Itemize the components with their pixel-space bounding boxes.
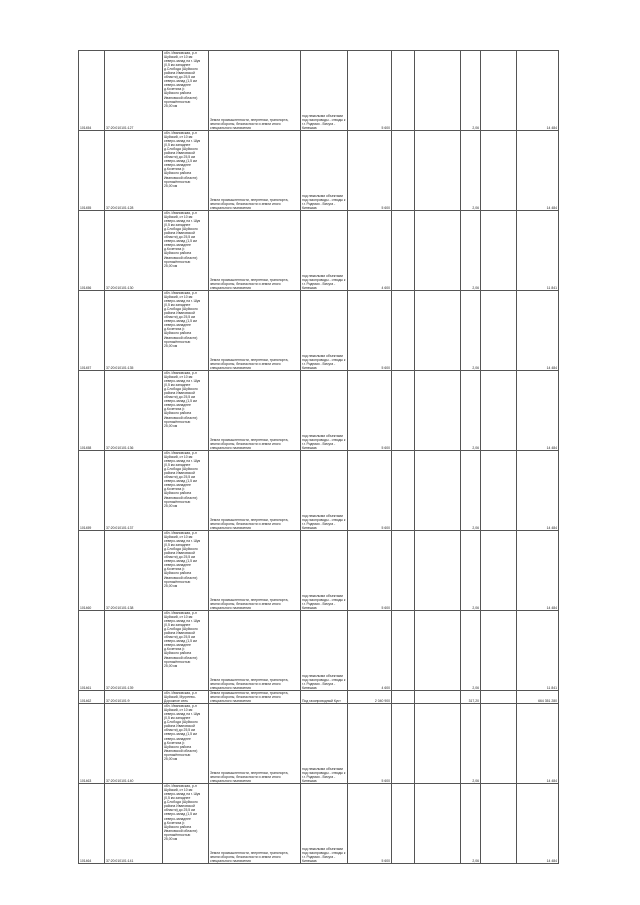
share-cell: 2,06: [461, 131, 481, 211]
address-line: Дорожное сель: [164, 699, 189, 704]
address-line: северо-западнее: [164, 816, 191, 821]
address-line: района Ивановской: [164, 471, 195, 476]
address-line: обл. Ивановская, р-н: [164, 51, 197, 55]
address-line: района Ивановской: [164, 71, 195, 76]
address-line: северо-запад (1,5 км: [164, 639, 197, 644]
address-line: обл. Ивановская, р-н: [164, 531, 197, 535]
empty-cell: [415, 611, 461, 691]
address-line: Шуйский, от 10 км: [164, 788, 193, 793]
share-cell: 2,06: [461, 51, 481, 131]
table-row: [79, 691, 559, 704]
address-line: северо-запад (1,5 км: [164, 159, 197, 164]
usage-cell: под нежилыми объектами под газопроводы - отводы к г.г. Родники - Вичуга - Кинешма: [301, 211, 348, 291]
address-line: района Ивановской: [164, 551, 195, 556]
empty-cell: [481, 131, 517, 211]
address-line: 25,00 км: [164, 756, 178, 761]
address-line: обл. Ивановская, р-н: [164, 784, 197, 789]
address-line: Ивановской области): [164, 828, 198, 833]
address-line: 25,00 км: [164, 183, 178, 188]
cadastral-number-cell: 37:20:010101:139: [105, 611, 163, 691]
address-line: 25,00 км: [164, 836, 178, 841]
empty-cell: [392, 131, 415, 211]
address-line: д.Кочетиха (г.: [164, 167, 186, 172]
address-line: района Ивановской: [164, 391, 195, 396]
total-cell: 14 484: [517, 704, 559, 784]
address-line: Шуйского района: [164, 491, 192, 496]
address-cell: [163, 211, 209, 291]
address-line: д.Слобода (Шуйского: [164, 67, 198, 72]
land-category-cell: Земли промышленности, энергетики, транспорта, земли обороны, безопасности и земли иного специального назначения: [209, 704, 301, 784]
empty-cell: [392, 51, 415, 131]
share-cell: 2,06: [461, 531, 481, 611]
cadastral-number-cell: 37:20:010101:130: [105, 211, 163, 291]
total-cell: 664 351 280: [517, 691, 559, 704]
land-category-cell: Земли промышленности, энергетики, транспорта, земли обороны, безопасности и земли иного специального назначения: [209, 451, 301, 531]
address-line: Шуйского района: [164, 171, 192, 176]
address-line: района Ивановской: [164, 151, 195, 156]
address-line: северо-запад (1,5 км: [164, 479, 197, 484]
address-line: д.Слобода (Шуйского: [164, 720, 198, 725]
area-cell: 2 040 900: [348, 691, 392, 704]
cadastral-number-cell: 37:20:010101:135: [105, 291, 163, 371]
address-line: (0,5 км западнее: [164, 543, 191, 548]
address-line: д.Кочетиха (г.: [164, 567, 186, 572]
cadastral-number-cell: 37:20:010101:138: [105, 531, 163, 611]
address-line: северо-запад (1,5 км: [164, 79, 197, 84]
area-cell: 5 600: [348, 784, 392, 864]
address-line: (0,5 км западнее: [164, 716, 191, 721]
area-cell: 5 600: [348, 451, 392, 531]
cadastral-number-cell: 37:20:010101:9: [105, 691, 163, 704]
address-line: (0,5 км западнее: [164, 463, 191, 468]
address-line: северо-западнее: [164, 163, 191, 168]
empty-cell: [392, 211, 415, 291]
address-cell: [163, 691, 209, 704]
address-line: 25,00 км: [164, 343, 178, 348]
address-line: области) до 25,5 км: [164, 75, 195, 80]
usage-cell: под нежилыми объектами под газопроводы - отводы к г.г. Родники - Вичуга - Кинешма: [301, 131, 348, 211]
address-line: северо-запад на г. Шуя: [164, 792, 201, 797]
empty-cell: [481, 211, 517, 291]
row-number-cell: 101455: [79, 131, 105, 211]
address-line: д.Кочетиха (г.: [164, 247, 186, 252]
address-line: обл. Ивановская, р-н: [164, 611, 197, 615]
empty-cell: [392, 291, 415, 371]
address-line: протяжённостью: [164, 832, 191, 837]
empty-cell: [415, 691, 461, 704]
land-plot-table: [78, 50, 559, 864]
table-row: [79, 291, 559, 371]
address-line: д.Слобода (Шуйского: [164, 307, 198, 312]
usage-cell: под нежилыми объектами под газопроводы - отводы к г.г. Родники - Вичуга - Кинешма: [301, 371, 348, 451]
empty-cell: [481, 691, 517, 704]
empty-cell: [415, 211, 461, 291]
address-line: д.Слобода (Шуйского: [164, 147, 198, 152]
cadastral-number-cell: 37:20:010101:137: [105, 451, 163, 531]
address-line: северо-запад на г. Шуя: [164, 379, 201, 384]
empty-cell: [481, 291, 517, 371]
address-line: Ивановской области): [164, 575, 198, 580]
usage-cell: под нежилыми объектами под газопроводы - отводы к г.г. Родники - Вичуга - Кинешма: [301, 611, 348, 691]
address-line: 25,00 км: [164, 503, 178, 508]
row-number-cell: 101459: [79, 451, 105, 531]
address-line: д.Кочетиха (г.: [164, 87, 186, 92]
address-cell: [163, 531, 209, 611]
address-line: д.Слобода (Шуйского: [164, 467, 198, 472]
address-line: Шуйский, от 10 км: [164, 55, 193, 60]
address-line: Шуйского района: [164, 571, 192, 576]
empty-cell: [392, 451, 415, 531]
address-line: области) до 25,5 км: [164, 808, 195, 813]
total-cell: 14 484: [517, 451, 559, 531]
address-line: Ивановской области): [164, 175, 198, 180]
address-line: протяжённостью: [164, 179, 191, 184]
address-cell: [163, 704, 209, 784]
address-line: северо-западнее: [164, 643, 191, 648]
total-cell: 14 484: [517, 371, 559, 451]
total-cell: 14 484: [517, 51, 559, 131]
address-line: Шуйского района: [164, 331, 192, 336]
address-line: д.Слобода (Шуйского: [164, 547, 198, 552]
usage-cell: под нежилыми объектами под газопроводы - отводы к г.г. Родники - Вичуга - Кинешма: [301, 531, 348, 611]
land-category-cell: Земли промышленности, энергетики, транспорта, земли обороны, безопасности и земли иного специального назначения: [209, 784, 301, 864]
address-line: района Ивановской: [164, 724, 195, 729]
row-number-cell: 101463: [79, 704, 105, 784]
land-category-cell: Земли промышленности, энергетики, транспорта, земли обороны, безопасности и земли иного специального назначения: [209, 531, 301, 611]
address-line: северо-запад (1,5 км: [164, 319, 197, 324]
land-category-cell: Земли промышленности, энергетики, транспорта, земли обороны, безопасности и земли иного специального назначения: [209, 131, 301, 211]
address-line: северо-запад (1,5 км: [164, 732, 197, 737]
address-line: северо-запад на г. Шуя: [164, 459, 201, 464]
address-line: протяжённостью: [164, 499, 191, 504]
empty-cell: [415, 704, 461, 784]
total-cell: 14 484: [517, 131, 559, 211]
address-line: д.Кочетиха (г.: [164, 407, 186, 412]
address-line: района Ивановской: [164, 804, 195, 809]
address-line: 25,00 км: [164, 583, 178, 588]
address-line: Шуйский, от 10 км: [164, 135, 193, 140]
address-line: 25,00 км: [164, 423, 178, 428]
address-line: области) до 25,5 км: [164, 155, 195, 160]
empty-cell: [392, 691, 415, 704]
address-line: д.Слобода (Шуйского: [164, 800, 198, 805]
usage-cell: под нежилыми объектами под газопроводы - отводы к г.г. Родники - Вичуга - Кинешма: [301, 51, 348, 131]
address-line: (0,5 км западнее: [164, 63, 191, 68]
address-line: северо-запад на г. Шуя: [164, 299, 201, 304]
cadastral-number-cell: 37:20:010101:128: [105, 131, 163, 211]
address-line: Ивановской области): [164, 335, 198, 340]
table-row: [79, 371, 559, 451]
address-line: (0,5 км западнее: [164, 383, 191, 388]
address-line: (0,5 км западнее: [164, 223, 191, 228]
share-cell: 2,06: [461, 451, 481, 531]
address-line: северо-запад (1,5 км: [164, 812, 197, 817]
address-line: д.Кочетиха (г.: [164, 487, 186, 492]
address-line: обл. Ивановская, р-н: [164, 371, 197, 375]
address-line: д.Слобода (Шуйского: [164, 627, 198, 632]
address-line: 25,00 км: [164, 263, 178, 268]
table-row: [79, 704, 559, 784]
land-category-cell: Земли промышленности, энергетики, транспорта, земли обороны, безопасности и земли иного специального назначения: [209, 611, 301, 691]
address-cell: [163, 371, 209, 451]
empty-cell: [481, 531, 517, 611]
area-cell: 5 600: [348, 704, 392, 784]
address-line: Шуйский, от 10 км: [164, 615, 193, 620]
total-cell: 14 484: [517, 291, 559, 371]
address-line: д.Кочетиха (г.: [164, 740, 186, 745]
empty-cell: [392, 704, 415, 784]
address-line: Шуйского района: [164, 251, 192, 256]
address-line: Ивановской области): [164, 415, 198, 420]
address-line: области) до 25,5 км: [164, 728, 195, 733]
address-line: протяжённостью: [164, 419, 191, 424]
land-category-cell: Земли промышленности, энергетики, транспорта, земли обороны, безопасности и земли иного специального назначения: [209, 51, 301, 131]
address-line: Ивановской области): [164, 748, 198, 753]
area-cell: 5 600: [348, 531, 392, 611]
address-line: Шуйский, от 10 км: [164, 295, 193, 300]
total-cell: 14 484: [517, 531, 559, 611]
address-line: северо-запад на г. Шуя: [164, 619, 201, 624]
address-line: 25,00 км: [164, 663, 178, 668]
address-cell: [163, 784, 209, 864]
address-line: северо-западнее: [164, 736, 191, 741]
address-line: северо-запад (1,5 км: [164, 559, 197, 564]
address-line: северо-западнее: [164, 323, 191, 328]
empty-cell: [415, 51, 461, 131]
address-line: северо-западнее: [164, 243, 191, 248]
row-number-cell: 101454: [79, 51, 105, 131]
row-number-cell: 101460: [79, 531, 105, 611]
row-number-cell: 101461: [79, 611, 105, 691]
area-cell: 5 600: [348, 371, 392, 451]
table-body: [79, 51, 559, 864]
address-line: Шуйский, от 10 км: [164, 375, 193, 380]
cadastral-number-cell: 37:20:010101:127: [105, 51, 163, 131]
address-line: д.Слобода (Шуйского: [164, 227, 198, 232]
address-line: северо-запад (1,5 км: [164, 239, 197, 244]
address-line: обл. Ивановская, р-н: [164, 291, 197, 295]
area-cell: 4 600: [348, 611, 392, 691]
address-line: обл. Ивановская, р-н: [164, 211, 197, 215]
address-line: Шуйского района: [164, 824, 192, 829]
address-line: Шуйского района: [164, 651, 192, 656]
empty-cell: [415, 784, 461, 864]
empty-cell: [415, 371, 461, 451]
address-cell: [163, 451, 209, 531]
address-line: Шуйского района: [164, 91, 192, 96]
area-cell: 5 600: [348, 291, 392, 371]
table-row: [79, 51, 559, 131]
land-category-cell: Земли промышленности, энергетики, транспорта, земли обороны, безопасности и земли иного специального назначения: [209, 371, 301, 451]
area-cell: 5 600: [348, 51, 392, 131]
table-row: [79, 531, 559, 611]
row-number-cell: 101458: [79, 371, 105, 451]
address-line: области) до 25,5 км: [164, 395, 195, 400]
address-line: Шуйский, Мугреево-: [164, 695, 196, 700]
address-line: Шуйский, от 10 км: [164, 215, 193, 220]
address-line: северо-запад на г. Шуя: [164, 139, 201, 144]
share-cell: 2,06: [461, 784, 481, 864]
total-cell: 11 841: [517, 611, 559, 691]
total-cell: 14 484: [517, 784, 559, 864]
land-category-cell: Земли промышленности, энергетики, транспорта, земли обороны, безопасности и земли иного специального назначения: [209, 211, 301, 291]
address-line: района Ивановской: [164, 311, 195, 316]
usage-cell: под нежилыми объектами под газопроводы - отводы к г.г. Родники - Вичуга - Кинешма: [301, 704, 348, 784]
usage-cell: под нежилыми объектами под газопроводы - отводы к г.г. Родники - Вичуга - Кинешма: [301, 451, 348, 531]
usage-cell: Под газопроводный Куст: [301, 691, 348, 704]
usage-cell: под нежилыми объектами под газопроводы - отводы к г.г. Родники - Вичуга - Кинешма: [301, 784, 348, 864]
address-cell: [163, 131, 209, 211]
address-line: северо-западнее: [164, 403, 191, 408]
address-line: Ивановской области): [164, 655, 198, 660]
cadastral-number-cell: 37:20:010101:141: [105, 784, 163, 864]
empty-cell: [481, 611, 517, 691]
table-row: [79, 784, 559, 864]
address-line: Шуйский, от 10 км: [164, 535, 193, 540]
empty-cell: [481, 371, 517, 451]
cadastral-number-cell: 37:20:010101:140: [105, 704, 163, 784]
cadastral-number-cell: 37:20:010101:136: [105, 371, 163, 451]
address-line: д.Кочетиха (г.: [164, 327, 186, 332]
address-line: северо-западнее: [164, 563, 191, 568]
share-cell: 2,06: [461, 704, 481, 784]
row-number-cell: 101457: [79, 291, 105, 371]
address-line: Шуйский, от 10 км: [164, 455, 193, 460]
address-line: д.Слобода (Шуйского: [164, 387, 198, 392]
area-cell: 4 600: [348, 211, 392, 291]
empty-cell: [392, 784, 415, 864]
address-line: протяжённостью: [164, 99, 191, 104]
address-cell: [163, 611, 209, 691]
table-row: [79, 611, 559, 691]
address-cell: [163, 291, 209, 371]
land-category-cell: Земли промышленности, энергетики, транспорта, земли обороны, безопасности и земли иного специального назначения: [209, 691, 301, 704]
address-line: северо-запад на г. Шуя: [164, 712, 201, 717]
share-cell: 317,20: [461, 691, 481, 704]
empty-cell: [392, 611, 415, 691]
empty-cell: [481, 704, 517, 784]
row-number-cell: 101462: [79, 691, 105, 704]
table-row: [79, 211, 559, 291]
empty-cell: [415, 451, 461, 531]
address-line: северо-западнее: [164, 483, 191, 488]
address-line: (0,5 км западнее: [164, 623, 191, 628]
address-line: обл. Ивановская, р-н: [164, 451, 197, 455]
address-line: северо-запад на г. Шуя: [164, 539, 201, 544]
address-line: северо-запад на г. Шуя: [164, 219, 201, 224]
address-cell: [163, 51, 209, 131]
address-line: Ивановской области): [164, 495, 198, 500]
empty-cell: [392, 531, 415, 611]
row-number-cell: 101456: [79, 211, 105, 291]
address-line: обл. Ивановская, р-н: [164, 691, 197, 695]
row-number-cell: 101464: [79, 784, 105, 864]
total-cell: 11 841: [517, 211, 559, 291]
table-row: [79, 131, 559, 211]
address-line: области) до 25,5 км: [164, 315, 195, 320]
land-category-cell: Земли промышленности, энергетики, транспорта, земли обороны, безопасности и земли иного специального назначения: [209, 291, 301, 371]
address-line: Ивановской области): [164, 95, 198, 100]
empty-cell: [481, 784, 517, 864]
address-line: северо-запад на г. Шуя: [164, 59, 201, 64]
address-line: (0,5 км западнее: [164, 796, 191, 801]
address-line: района Ивановской: [164, 231, 195, 236]
address-line: обл. Ивановская, р-н: [164, 131, 197, 135]
address-line: 25,00 км: [164, 103, 178, 108]
share-cell: 2,06: [461, 291, 481, 371]
address-line: Шуйского района: [164, 411, 192, 416]
address-line: Ивановской области): [164, 255, 198, 260]
empty-cell: [481, 451, 517, 531]
usage-cell: под нежилыми объектами под газопроводы - отводы к г.г. Родники - Вичуга - Кинешма: [301, 291, 348, 371]
empty-cell: [415, 291, 461, 371]
empty-cell: [481, 51, 517, 131]
address-line: протяжённостью: [164, 752, 191, 757]
address-line: северо-западнее: [164, 83, 191, 88]
empty-cell: [415, 131, 461, 211]
address-line: области) до 25,5 км: [164, 635, 195, 640]
address-line: Шуйский, от 10 км: [164, 708, 193, 713]
address-line: протяжённостью: [164, 339, 191, 344]
address-line: протяжённостью: [164, 579, 191, 584]
share-cell: 2,06: [461, 611, 481, 691]
address-line: области) до 25,5 км: [164, 555, 195, 560]
address-line: Шуйского района: [164, 744, 192, 749]
address-line: д.Кочетиха (г.: [164, 647, 186, 652]
address-line: протяжённостью: [164, 259, 191, 264]
table-row: [79, 451, 559, 531]
share-cell: 2,06: [461, 371, 481, 451]
address-line: д.Кочетиха (г.: [164, 820, 186, 825]
empty-cell: [415, 531, 461, 611]
empty-cell: [392, 371, 415, 451]
address-line: протяжённостью: [164, 659, 191, 664]
area-cell: 5 600: [348, 131, 392, 211]
address-line: (0,5 км западнее: [164, 143, 191, 148]
address-line: области) до 25,5 км: [164, 235, 195, 240]
share-cell: 2,06: [461, 211, 481, 291]
address-line: северо-запад (1,5 км: [164, 399, 197, 404]
address-line: обл. Ивановская, р-н: [164, 704, 197, 709]
address-line: района Ивановской: [164, 631, 195, 636]
address-line: (0,5 км западнее: [164, 303, 191, 308]
address-line: области) до 25,5 км: [164, 475, 195, 480]
